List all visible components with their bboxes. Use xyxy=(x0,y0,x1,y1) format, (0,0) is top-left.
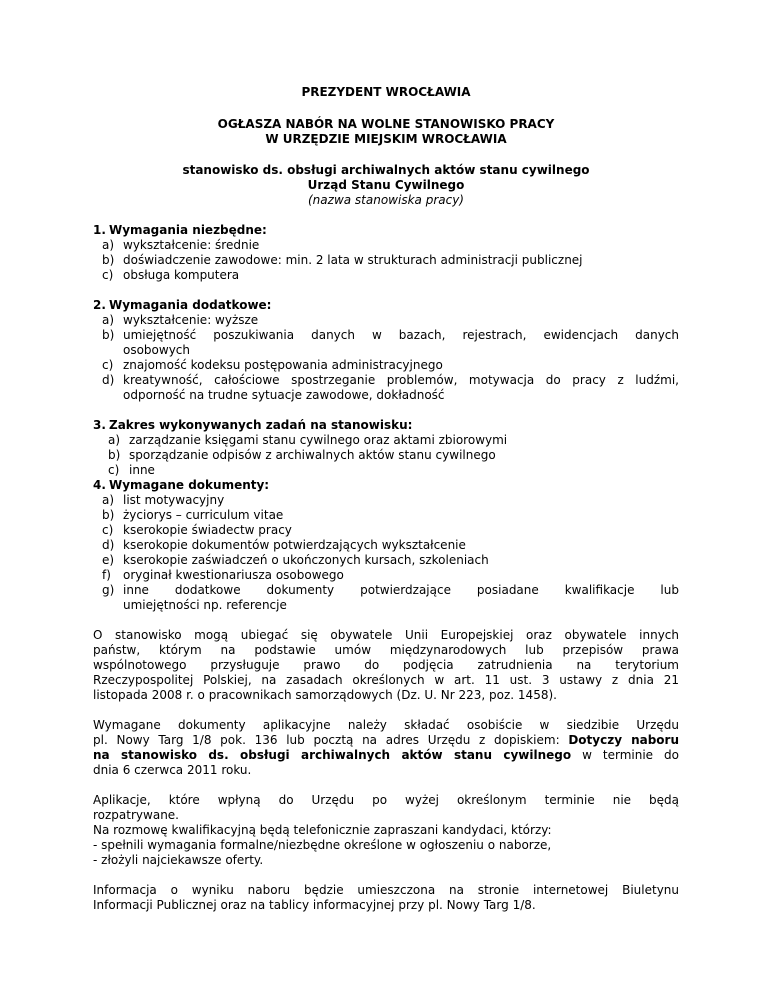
section-documents xyxy=(93,478,679,613)
list-item: b) życiorys – curriculum vitae xyxy=(102,508,284,522)
late-applications-paragraph: Aplikacje, które wpłyną do Urzędu po wyżej określonym terminie nie będą rozpatrywane. xyxy=(93,793,679,822)
interview-paragraph: Na rozmowę kwalifikacyjną będą telefonicznie zapraszani kandydaci, którzy: - spełnili wymagania formalne/niezbędne określone w ogłoszeniu o naborze, - złożyli najciekawsze oferty. xyxy=(93,823,552,867)
list-item: c) obsługa komputera xyxy=(102,268,240,282)
list-item: d) kreatywność, całościowe spostrzeganie problemów, motywacja do pracy z ludźmi, odporność na trudne sytuacje zawodowe, dokładność xyxy=(102,373,679,402)
list-item: a) wykształcenie: wyższe xyxy=(102,313,259,327)
section-additional xyxy=(93,298,679,403)
list-item: a) wykształcenie: średnie xyxy=(102,238,260,252)
position-caption: (nazwa stanowiska pracy) xyxy=(308,193,464,207)
section-required xyxy=(93,223,679,283)
eligibility-paragraph: O stanowisko mogą ubiegać się obywatele Unii Europejskiej oraz obywatele innych państw, którym na podstawie umów międzynarodowych lub przepisów prawa wspólnotowego przysługuje prawo do podjęcia zatrudnienia na terytorium Rzeczypospolitej Polskiej, na zasadach określonych w art. 11 ust. 3 ustawy z dnia 21 listopada 2008 r. o pracownikach samorządowych (Dz. U. Nr 223, poz. 1458). xyxy=(93,628,679,702)
list-item: c) kserokopie świadectw pracy xyxy=(102,523,292,537)
position-title: stanowisko ds. obsługi archiwalnych aktów stanu cywilnego xyxy=(182,163,590,177)
list-item: a) zarządzanie księgami stanu cywilnego oraz aktami zbiorowymi xyxy=(108,433,508,447)
list-item: e) kserokopie zaświadczeń o ukończonych kursach, szkoleniach xyxy=(102,553,489,567)
section-heading: 3. Zakres wykonywanych zadań na stanowisku: xyxy=(93,418,413,432)
section-heading: 4. Wymagane dokumenty: xyxy=(93,478,270,492)
result-paragraph: Informacja o wyniku naboru będzie umieszczona na stronie internetowej Biuletynu Informacji Publicznej oraz na tablicy informacyjnej przy pl. Nowy Targ 1/8. xyxy=(93,883,679,912)
section-heading: 2. Wymagania dodatkowe: xyxy=(93,298,272,312)
list-item: c) znajomość kodeksu postępowania administracyjnego xyxy=(102,358,443,372)
document-page xyxy=(93,82,679,913)
list-item: b) umiejętność poszukiwania danych w bazach, rejestrach, ewidencjach danych osobowych xyxy=(102,328,679,357)
list-item: g) inne dodatkowe dokumenty potwierdzające posiadane kwalifikacje lub umiejętności np. referencje xyxy=(102,583,679,612)
position-unit: Urząd Stanu Cywilnego xyxy=(307,178,465,192)
announcement-line-1: OGŁASZA NABÓR NA WOLNE STANOWISKO PRACY xyxy=(217,117,555,131)
submission-subject: Dotyczy naboru xyxy=(568,733,680,747)
list-item: f) oryginał kwestionariusza osobowego xyxy=(102,568,344,582)
list-item: a) list motywacyjny xyxy=(102,493,225,507)
section-duties xyxy=(93,418,679,478)
submission-paragraph: Wymagane dokumenty aplikacyjne należy składać osobiście w siedzibie Urzędu pl. Nowy Targ 1/8 pok. 136 lub pocztą na adres Urzędu z dopiskiem: Dotyczy naboru na stanowisko ds. obsługi archiwalnych aktów stanu cywilnego w terminie do dnia 6 czerwca 2011 roku. xyxy=(93,718,680,777)
submission-subject-continued: na stanowisko ds. obsługi archiwalnych aktów stanu cywilnego xyxy=(93,748,572,762)
announcement-line-2: W URZĘDZIE MIEJSKIM WROCŁAWIA xyxy=(265,132,507,146)
list-item: d) kserokopie dokumentów potwierdzających wykształcenie xyxy=(102,538,466,552)
requirements-sections xyxy=(93,223,679,613)
list-item: b) sporządzanie odpisów z archiwalnych aktów stanu cywilnego xyxy=(108,448,496,462)
authority-title: PREZYDENT WROCŁAWIA xyxy=(301,85,471,99)
list-item: c) inne xyxy=(108,463,155,477)
list-item: b) doświadczenie zawodowe: min. 2 lata w strukturach administracji publicznej xyxy=(102,253,583,267)
section-heading: 1. Wymagania niezbędne: xyxy=(93,223,267,237)
document-header xyxy=(93,82,679,208)
